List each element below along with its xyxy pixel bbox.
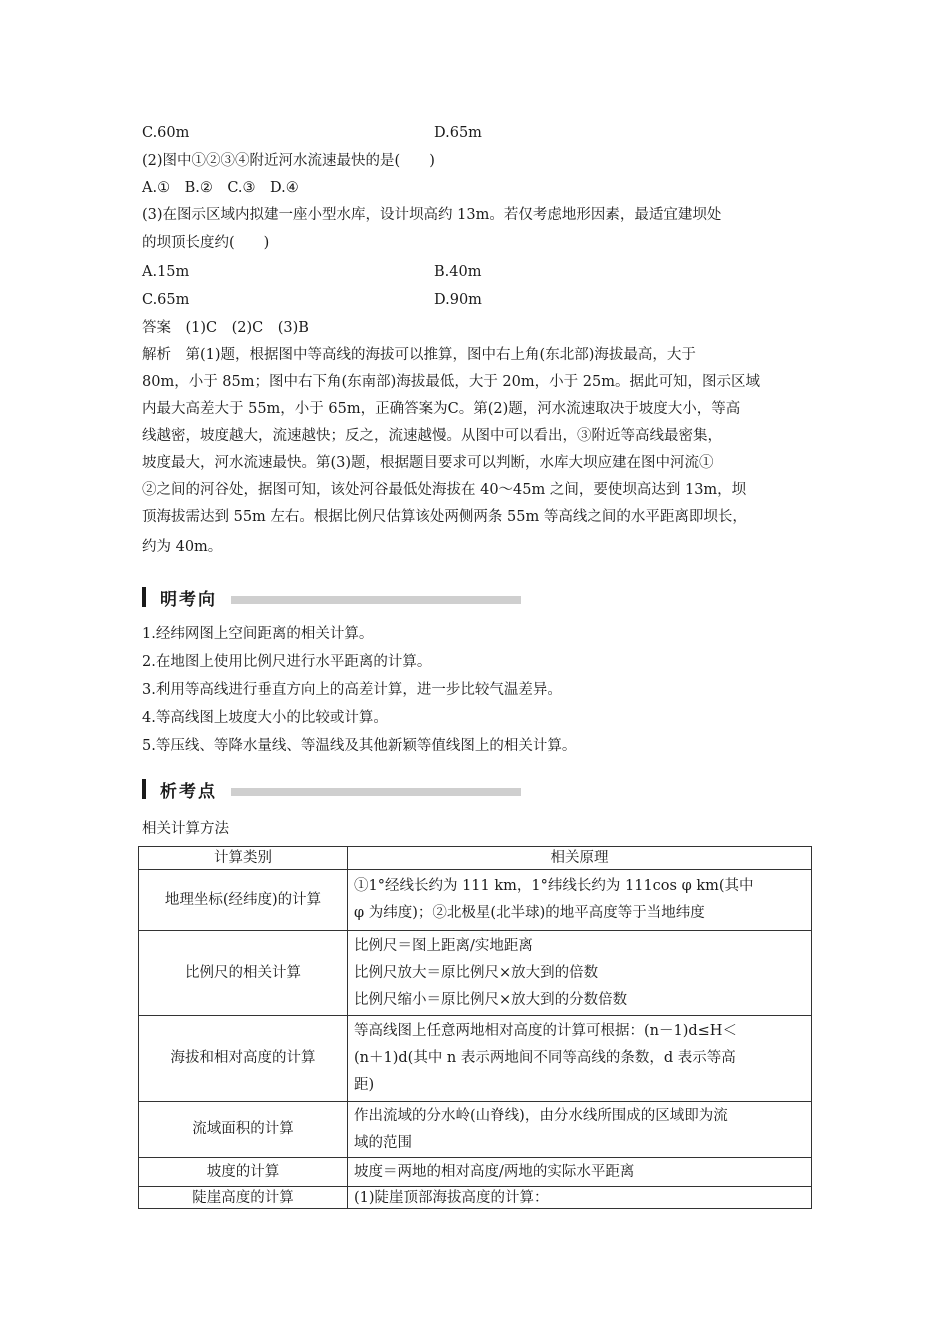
- calculation-methods-table: [138, 846, 812, 1209]
- cell-text-line: 距): [354, 1077, 375, 1093]
- section-rule: [231, 596, 521, 604]
- cell-text-line: 比例尺放大＝原比例尺×放大到的倍数: [354, 964, 599, 981]
- cell-text-line: (1)陡崖顶部海拔高度的计算：: [354, 1189, 549, 1206]
- cell-text-line: 坡度＝两地的相对高度/两地的实际水平距离: [354, 1163, 635, 1180]
- cell-text-line: ①1°经线长约为 111 km，1°纬线长约为 111cos φ km(其中: [354, 878, 754, 894]
- analysis-line: ②之间的河谷处，据图可知，该处河谷最低处海拔在 40～45m 之间，要使坝高达到 13m，坝: [142, 482, 747, 498]
- table-header-cell: 计算类别: [139, 847, 348, 870]
- table-header-row: [139, 847, 812, 870]
- table-row: [139, 1158, 812, 1187]
- table-cell-category: 流域面积的计算: [139, 1102, 348, 1158]
- cell-text-line: 等高线图上任意两地相对高度的计算可根据：(n－1)d≤H＜: [354, 1023, 737, 1039]
- analysis-line: 80m，小于 85m；图中右下角(东南部)海拔最低，大于 20m，小于 25m。据此可知，图示区域: [142, 374, 760, 390]
- question-2-options: A.① B.② C.③ D.④: [142, 180, 299, 196]
- cell-text-line: φ 为纬度)；②北极星(北半球)的地平高度等于当地纬度: [354, 905, 705, 921]
- section-bar: [142, 779, 146, 799]
- question-2-stem: (2)图中①②③④附近河水流速最快的是( ): [142, 153, 435, 169]
- table-cell-principle: [348, 1187, 812, 1209]
- analysis-line: 线越密，坡度越大，流速越快；反之，流速越慢。从图中可以看出，③附近等高线最密集，: [142, 428, 722, 444]
- table-row: [139, 870, 812, 931]
- list-item: 2.在地图上使用比例尺进行水平距离的计算。: [142, 654, 432, 670]
- option-b-q3: B.40m: [434, 264, 482, 280]
- section-title: 明考向: [160, 589, 217, 610]
- table-cell-principle: [348, 1158, 812, 1187]
- section-title: 析考点: [160, 781, 217, 802]
- option-d-q1: D.65m: [434, 125, 482, 141]
- analysis-line: 内最大高差大于 55m，小于 65m，正确答案为C。第(2)题，河水流速取决于坡度大小，等高: [142, 401, 741, 417]
- analysis-line: 坡度最大，河水流速最快。第(3)题，根据题目要求可以判断，水库大坝应建在图中河流①: [142, 455, 714, 471]
- option-c-q1: C.60m: [142, 125, 190, 141]
- cell-text-line: 域的范围: [354, 1134, 412, 1151]
- section-rule: [231, 788, 521, 796]
- option-d-q3: D.90m: [434, 292, 482, 308]
- table-cell-category: 地理坐标(经纬度)的计算: [139, 870, 348, 931]
- cell-text-line: (n＋1)d(其中 n 表示两地间不同等高线的条数，d 表示等高: [354, 1050, 736, 1066]
- table-header-cell: 相关原理: [348, 847, 812, 870]
- answer-line: 答案 (1)C (2)C (3)B: [142, 320, 309, 336]
- table-cell-category: 坡度的计算: [139, 1158, 348, 1187]
- table-cell-principle: [348, 1016, 812, 1102]
- option-c-q3: C.65m: [142, 292, 190, 308]
- table-cell-category: 陡崖高度的计算: [139, 1187, 348, 1209]
- table-row: [139, 1102, 812, 1158]
- table-row: [139, 931, 812, 1016]
- table-cell-principle: [348, 1102, 812, 1158]
- table-row: [139, 1016, 812, 1102]
- cell-text-line: 比例尺缩小＝原比例尺×放大到的分数倍数: [354, 991, 628, 1008]
- analysis-line: 约为 40m。: [142, 539, 223, 555]
- option-a-q3: A.15m: [142, 264, 190, 280]
- list-item: 4.等高线图上坡度大小的比较或计算。: [142, 710, 388, 726]
- table-cell-principle: [348, 870, 812, 931]
- question-3-stem-line1: (3)在图示区域内拟建一座小型水库，设计坝高约 13m。若仅考虑地形因素，最适宜建坝处: [142, 207, 722, 223]
- list-item: 1.经纬网图上空间距离的相关计算。: [142, 626, 374, 642]
- list-item: 3.利用等高线进行垂直方向上的高差计算，进一步比较气温差异。: [142, 682, 562, 698]
- question-3-stem-line2: 的坝顶长度约( ): [142, 235, 270, 251]
- table-row: [139, 1187, 812, 1209]
- table-cell-category: 比例尺的相关计算: [139, 931, 348, 1016]
- cell-text-line: 比例尺＝图上距离/实地距离: [354, 937, 533, 954]
- table-cell-principle: [348, 931, 812, 1016]
- section-bar: [142, 587, 146, 607]
- table-intro: 相关计算方法: [142, 821, 229, 837]
- section-header-mingkaoxiang: [142, 584, 521, 610]
- analysis-line: 顶海拔需达到 55m 左右。根据比例尺估算该处两侧两条 55m 等高线之间的水平距离即坝长，: [142, 509, 747, 525]
- cell-text-line: 作出流域的分水岭(山脊线)，由分水线所围成的区域即为流: [354, 1107, 728, 1124]
- section-header-xikaodian: [142, 776, 521, 802]
- analysis-line: 解析 第(1)题，根据图中等高线的海拔可以推算，图中右上角(东北部)海拔最高，大于: [142, 347, 696, 363]
- table-cell-category: 海拔和相对高度的计算: [139, 1016, 348, 1102]
- list-item: 5.等压线、等降水量线、等温线及其他新颖等值线图上的相关计算。: [142, 738, 577, 754]
